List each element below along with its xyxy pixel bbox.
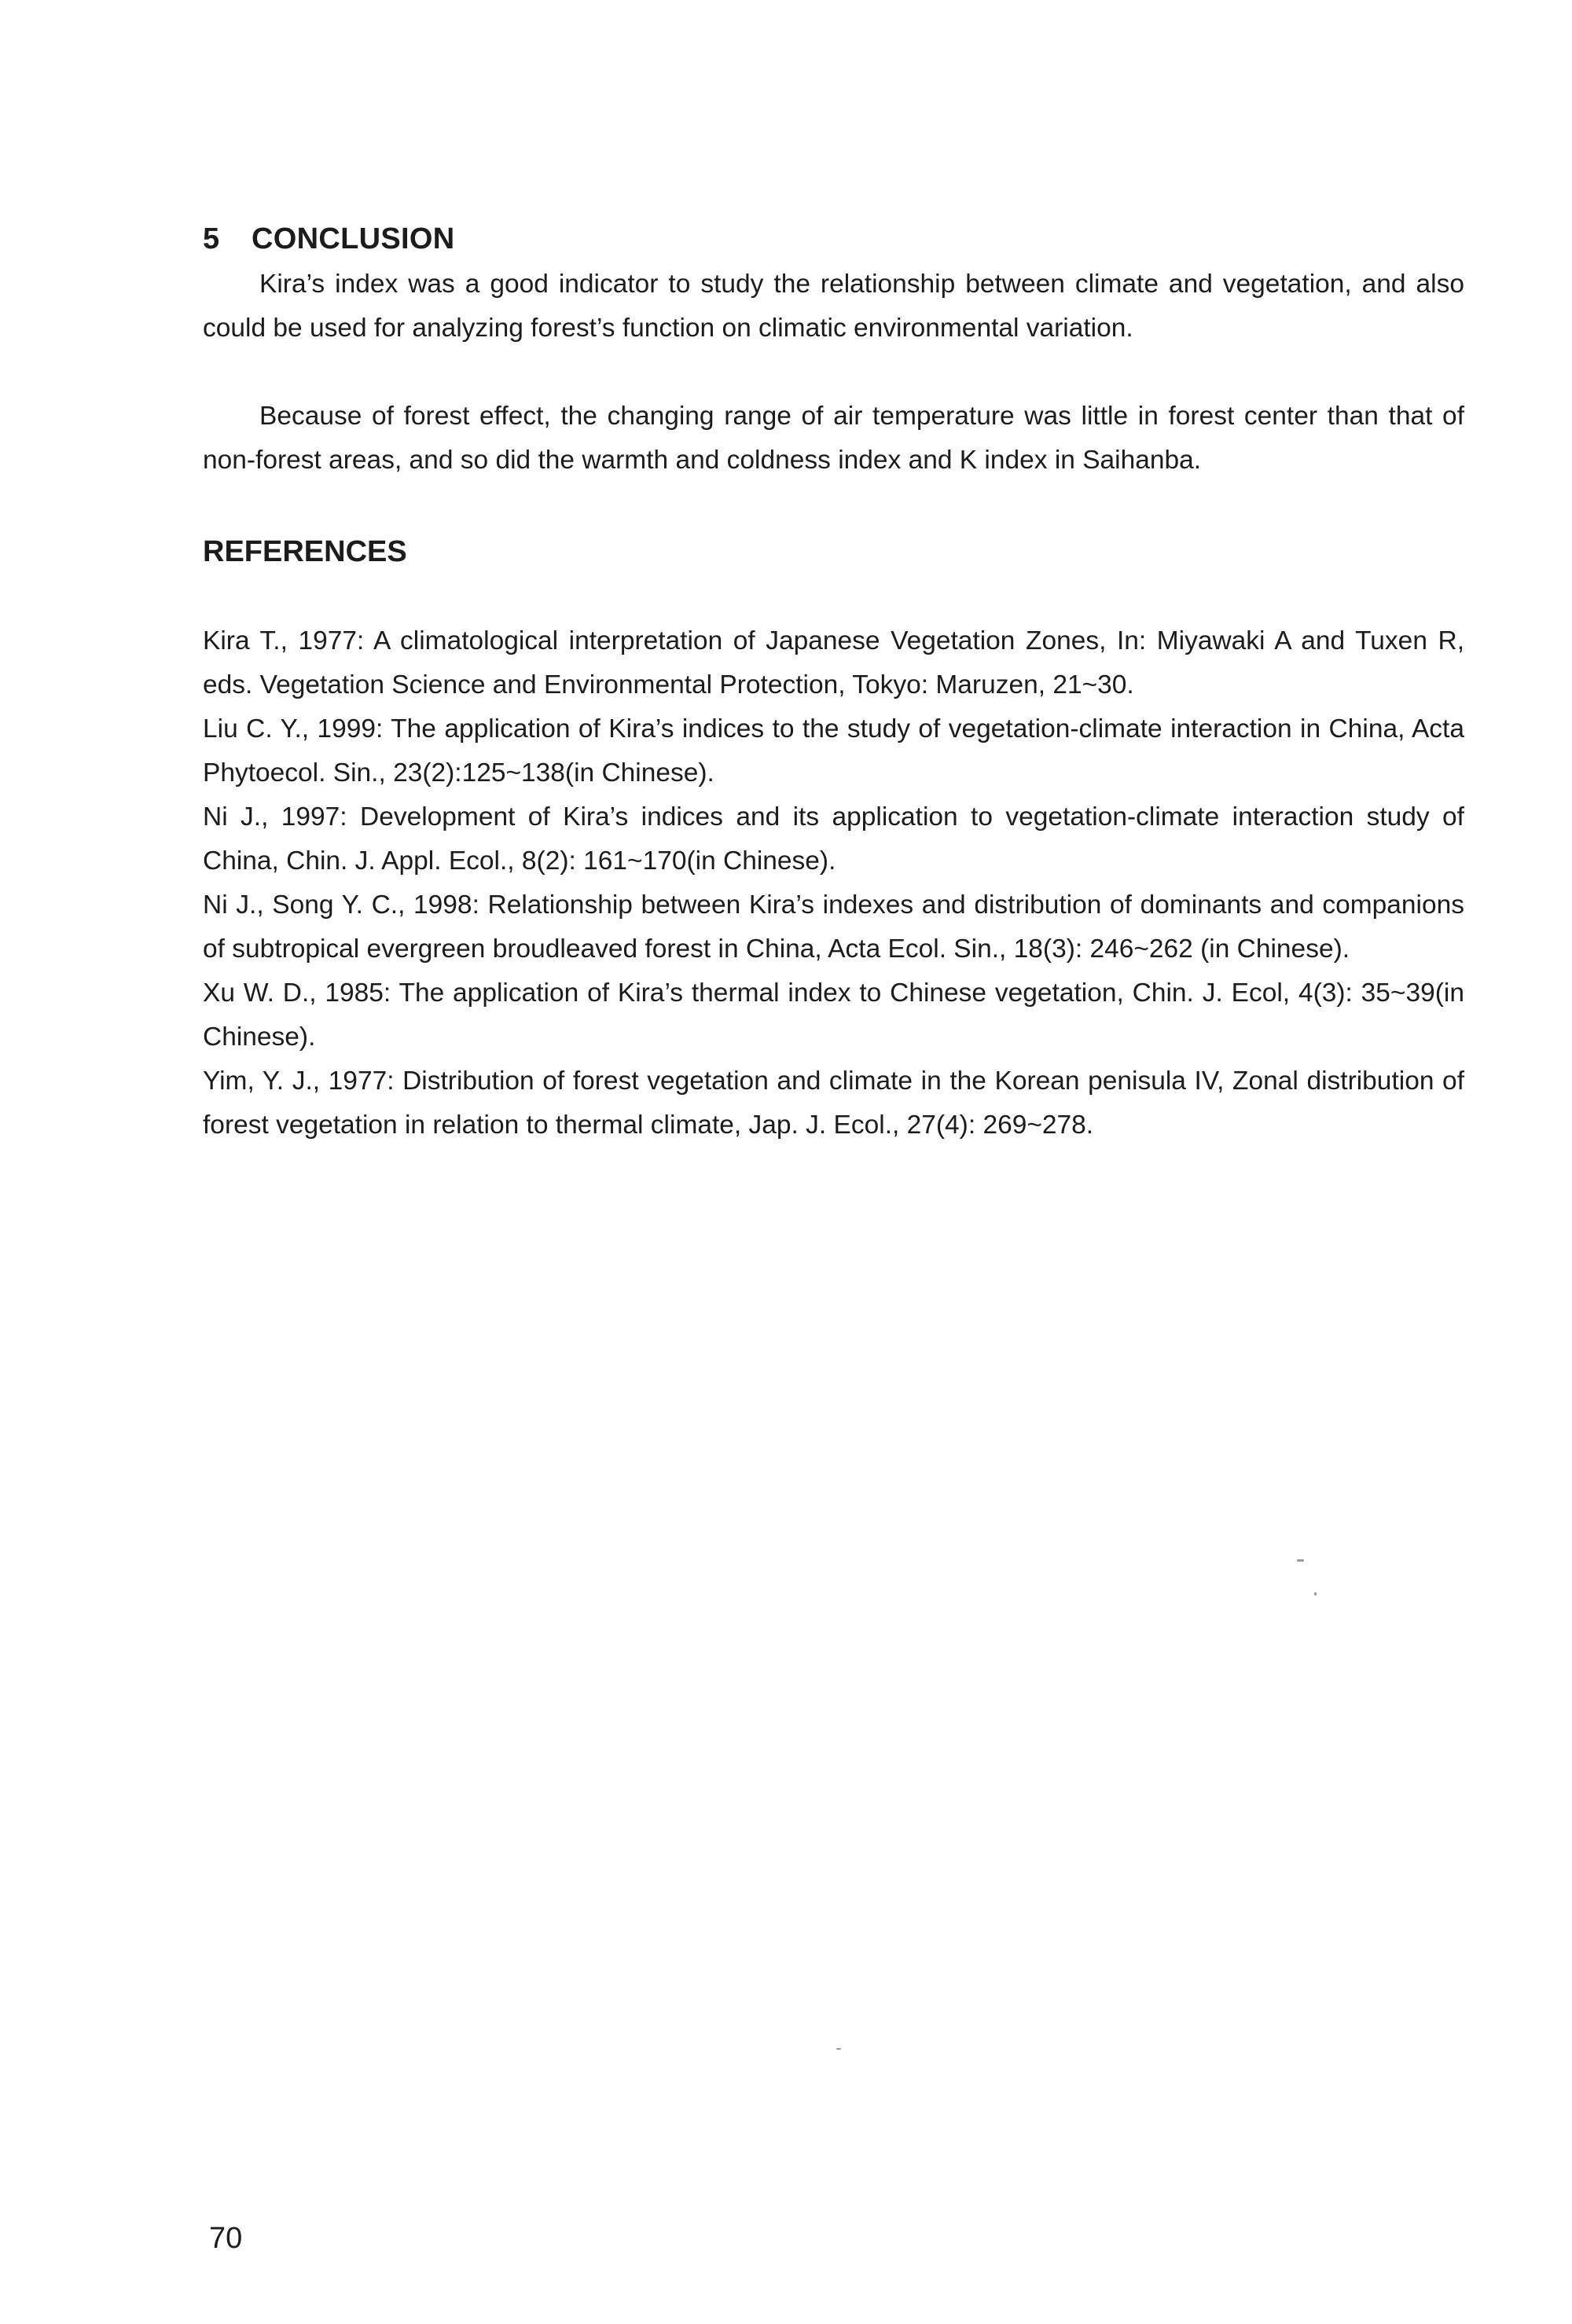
reference-item: Ni J., 1997: Development of Kira’s indices and its application to vegetation-climate interaction study of China, Chin. J. Appl. Ecol., 8(2): 161~170(in Chinese). bbox=[203, 802, 1464, 876]
reference-item: Ni J., Song Y. C., 1998: Relationship between Kira’s indexes and distribution of dominants and companions of subtropical evergreen broudleaved forest in China, Acta Ecol. Sin., 18(3): 246~262 (in Chinese). bbox=[203, 890, 1464, 964]
references-heading: REFERENCES bbox=[203, 535, 407, 568]
reference-item: Liu C. Y., 1999: The application of Kira’s indices to the study of vegetation-climate interaction in China, Acta Phytoecol. Sin., 23(2):125~138(in Chinese). bbox=[203, 714, 1464, 788]
section-title: CONCLUSION bbox=[252, 222, 455, 255]
conclusion-paragraph: Kira’s index was a good indicator to study the relationship between climate and vegetation, and also could be used for analyzing forest’s function on climatic environmental variation. bbox=[203, 270, 1464, 343]
reference-item: Yim, Y. J., 1977: Distribution of forest vegetation and climate in the Korean penisula IV, Zonal distribution of forest vegetation in relation to thermal climate, Jap. J. Ecol., 27(4): 269~278. bbox=[203, 1067, 1464, 1140]
conclusion-paragraph: Because of forest effect, the changing range of air temperature was little in forest center than that of non-forest areas, and so did the warmth and coldness index and K index in Saihanba. bbox=[203, 402, 1464, 475]
page-content bbox=[203, 220, 1464, 1147]
reference-item: Kira T., 1977: A climatological interpretation of Japanese Vegetation Zones, In: Miyawaki A and Tuxen R, eds. Vegetation Science and Environmental Protection, Tokyo: Maruzen, 21~30. bbox=[203, 626, 1464, 699]
conclusion-heading bbox=[203, 220, 1464, 258]
page-number: 70 bbox=[209, 2222, 243, 2255]
scan-speck bbox=[1297, 1559, 1304, 1562]
reference-item: Xu W. D., 1985: The application of Kira’s thermal index to Chinese vegetation, Chin. J. Ecol, 4(3): 35~39(in Chinese). bbox=[203, 978, 1464, 1052]
section-number: 5 bbox=[203, 222, 220, 255]
references-list bbox=[203, 619, 1464, 1147]
scan-speck bbox=[836, 2048, 841, 2050]
scan-speck bbox=[1314, 1592, 1317, 1595]
